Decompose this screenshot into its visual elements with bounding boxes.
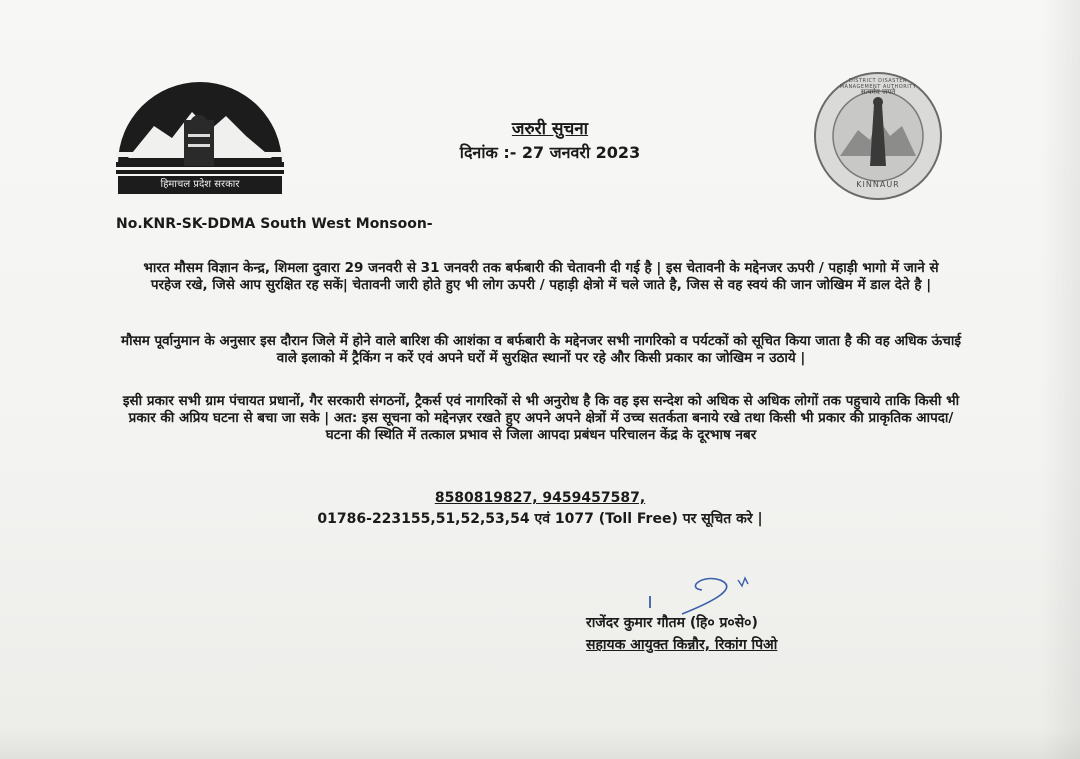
reference-number: No.KNR-SK-DDMA South West Monsoon-	[116, 216, 433, 232]
signatory-block	[586, 612, 876, 656]
notice-date: दिनांक :- 27 जनवरी 2023	[459, 143, 641, 162]
mobile-numbers: 8580819827, 9459457587,	[434, 490, 646, 506]
himachal-government-emblem	[114, 78, 286, 196]
notice-heading	[380, 116, 720, 163]
paragraph-snowfall-warning: भारत मौसम विज्ञान केन्द्र, शिमला दुवारा 29 जनवरी से 31 जनवरी तक बर्फबारी की चेतावनी दी गई है | इस चेतावनी के मद्देनजर ऊपरी / पहाड़ी भागो में जाने से परहेज रखे, जिसे आप सुरक्षित रह सकें| चेतावनी जारी होते हुए भी लोग ऊपरी / पहाड़ी क्षेत्रो में चले जाते है, जिस से वह स्वयं की जान जोखिम में डाल देते है |	[143, 260, 939, 293]
signatory-name: राजेंदर कुमार गौतम (हि० प्र०से०)	[586, 615, 758, 631]
seal-text-top: DISTRICT DISASTER MANAGEMENT AUTHORITY	[839, 78, 917, 90]
landline-numbers: 01786-223155,51,52,53,54 एवं 1077 (Toll Free) पर सूचित करे |	[317, 511, 763, 527]
paper-shadow-right	[1040, 0, 1080, 759]
paragraph-panchayat-request: इसी प्रकार सभी ग्राम पंचायत प्रधानों, गैर सरकारी संगठनों, ट्रैकर्स एवं नागरिकों से भी अनुरोध है कि वह इस सन्देश को अधिक से अधिक लोगों तक पहुचाये ताकि किसी भी प्रकार की अप्रिय घटना से बचा जा सके | अत: इस सूचना को मद्देनज़र रखते हुए अपने अपने क्षेत्रों में उच्च सतर्कता बनाये रखे तथा किसी भी प्रकार की प्राकृतिक आपदा/ घटना की स्थिति में तत्काल प्रभाव से जिला आपदा प्रबंधन परिचालन केंद्र के दूरभाष नबर	[122, 393, 960, 443]
paper-shadow-bottom	[0, 729, 1080, 759]
contact-numbers	[260, 488, 820, 530]
seal-text-bottom: KINNAUR	[856, 180, 900, 189]
seal-motto: सत्यमेव जयते	[860, 88, 896, 96]
signatory-designation: सहायक आयुक्त किन्नौर, रिकांग पिओ	[586, 637, 778, 653]
ddma-kinnaur-seal	[812, 70, 944, 202]
notice-title: जरुरी सुचना	[511, 119, 589, 139]
emblem-caption: हिमाचल प्रदेश सरकार	[160, 179, 240, 190]
paragraph-forecast-advisory: मौसम पूर्वानुमान के अनुसार इस दौरान जिले में होने वाले बारिश की आशंका व बर्फबारी के मद्देनजर सभी नागरिको व पर्यटकों को सूचित किया जाता है की वह अधिक ऊंचाई वाले इलाको में ट्रैकिंग न करें एवं अपने घरों में सुरक्षित स्थानों पर रहे और किसी प्रकार का जोखिम न उठाये |	[121, 333, 961, 366]
